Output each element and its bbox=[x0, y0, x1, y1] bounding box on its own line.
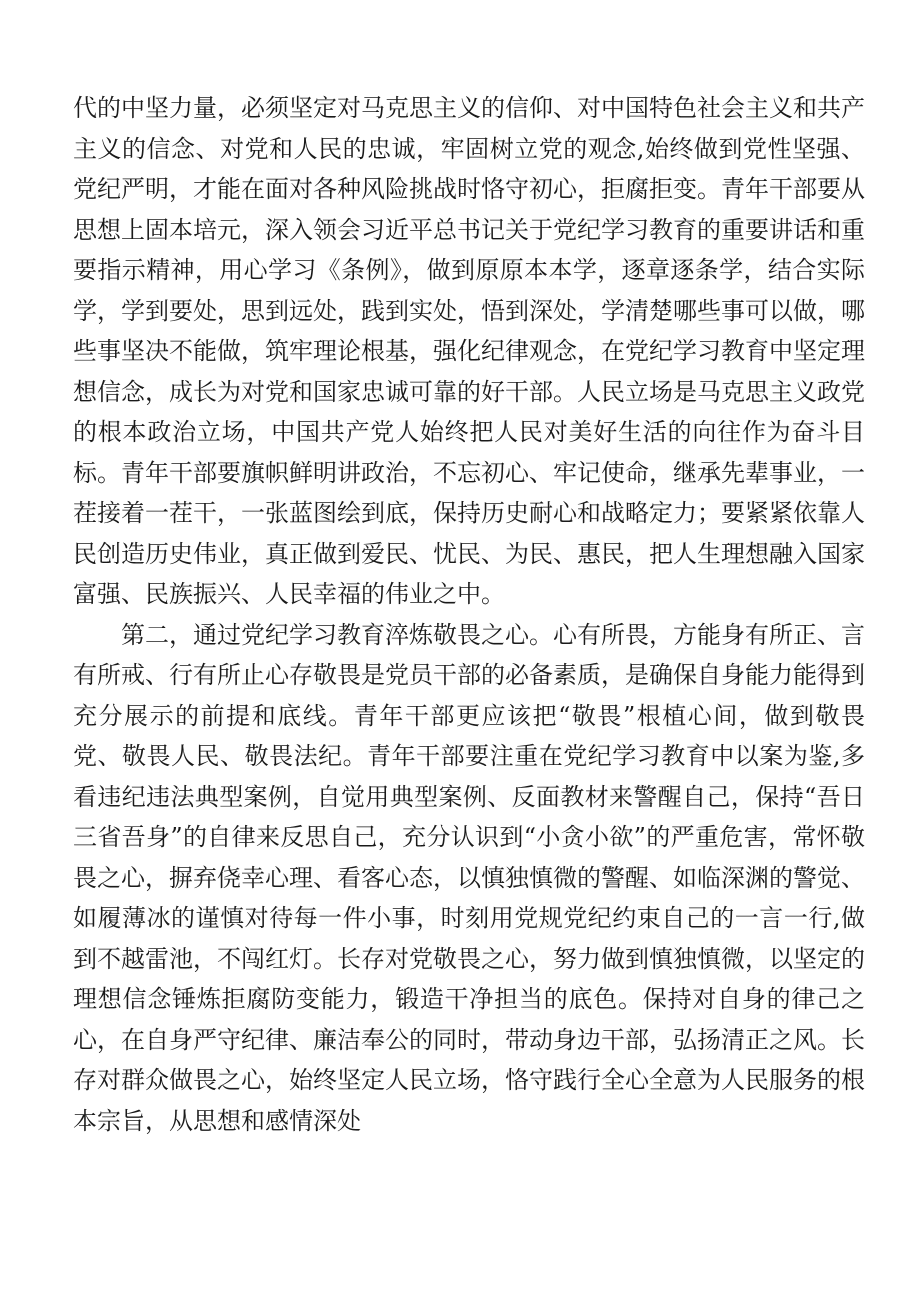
document-page bbox=[73, 88, 865, 1141]
body-paragraph-2: 第二，通过党纪学习教育淬炼敬畏之心。心有所畏，方能身有所正、言有所戒、行有所止心存敬畏是党员干部的必备素质，是确保自身能力能得到充分展示的前提和底线。青年干部更应该把“敬畏”根植心间，做到敬畏党、敬畏人民、敬畏法纪。青年干部要注重在党纪学习教育中以案为鉴,多看违纪违法典型案例，自觉用典型案例、反面教材来警醒自己，保持“吾日三省吾身”的自律来反思自己，充分认识到“小贪小欲”的严重危害，常怀敬畏之心，摒弃侥幸心理、看客心态，以慎独慎微的警醒、如临深渊的警觉、如履薄冰的谨慎对待每一件小事，时刻用党规党纪约束自己的一言一行,做到不越雷池，不闯红灯。长存对党敬畏之心，努力做到慎独慎微，以坚定的理想信念锤炼拒腐防变能力，锻造干净担当的底色。保持对自身的律己之心，在自身严守纪律、廉洁奉公的同时，带动身边干部，弘扬清正之风。长存对群众做畏之心，始终坚定人民立场，恪守践行全心全意为人民服务的根本宗旨，从思想和感情深处 bbox=[73, 620, 865, 1135]
body-paragraph-1: 代的中坚力量，必须坚定对马克思主义的信仰、对中国特色社会主义和共产主义的信念、对党和人民的忠诚，牢固树立党的观念,始终做到党性坚强、党纪严明，才能在面对各种风险挑战时恪守初心，拒腐拒变。青年干部要从思想上固本培元，深入领会习近平总书记关于党纪学习教育的重要讲话和重要指示精神，用心学习《条例》，做到原原本本学，逐章逐条学，结合实际学，学到要处，思到远处，践到实处，悟到深处，学清楚哪些事可以做，哪些事坚决不能做，筑牢理论根基，强化纪律观念，在党纪学习教育中坚定理想信念，成长为对党和国家忠诚可靠的好干部。人民立场是马克思主义政党的根本政治立场，中国共产党人始终把人民对美好生活的向往作为奋斗目标。青年干部要旗帜鲜明讲政治，不忘初心、牢记使命，继承先辈事业，一茬接着一茬干，一张蓝图绘到底，保持历史耐心和战略定力；要紧紧依靠人民创造历史伟业，真正做到爱民、忧民、为民、惠民，把人生理想融入国家富强、民族振兴、人民幸福的伟业之中。 bbox=[73, 94, 865, 608]
